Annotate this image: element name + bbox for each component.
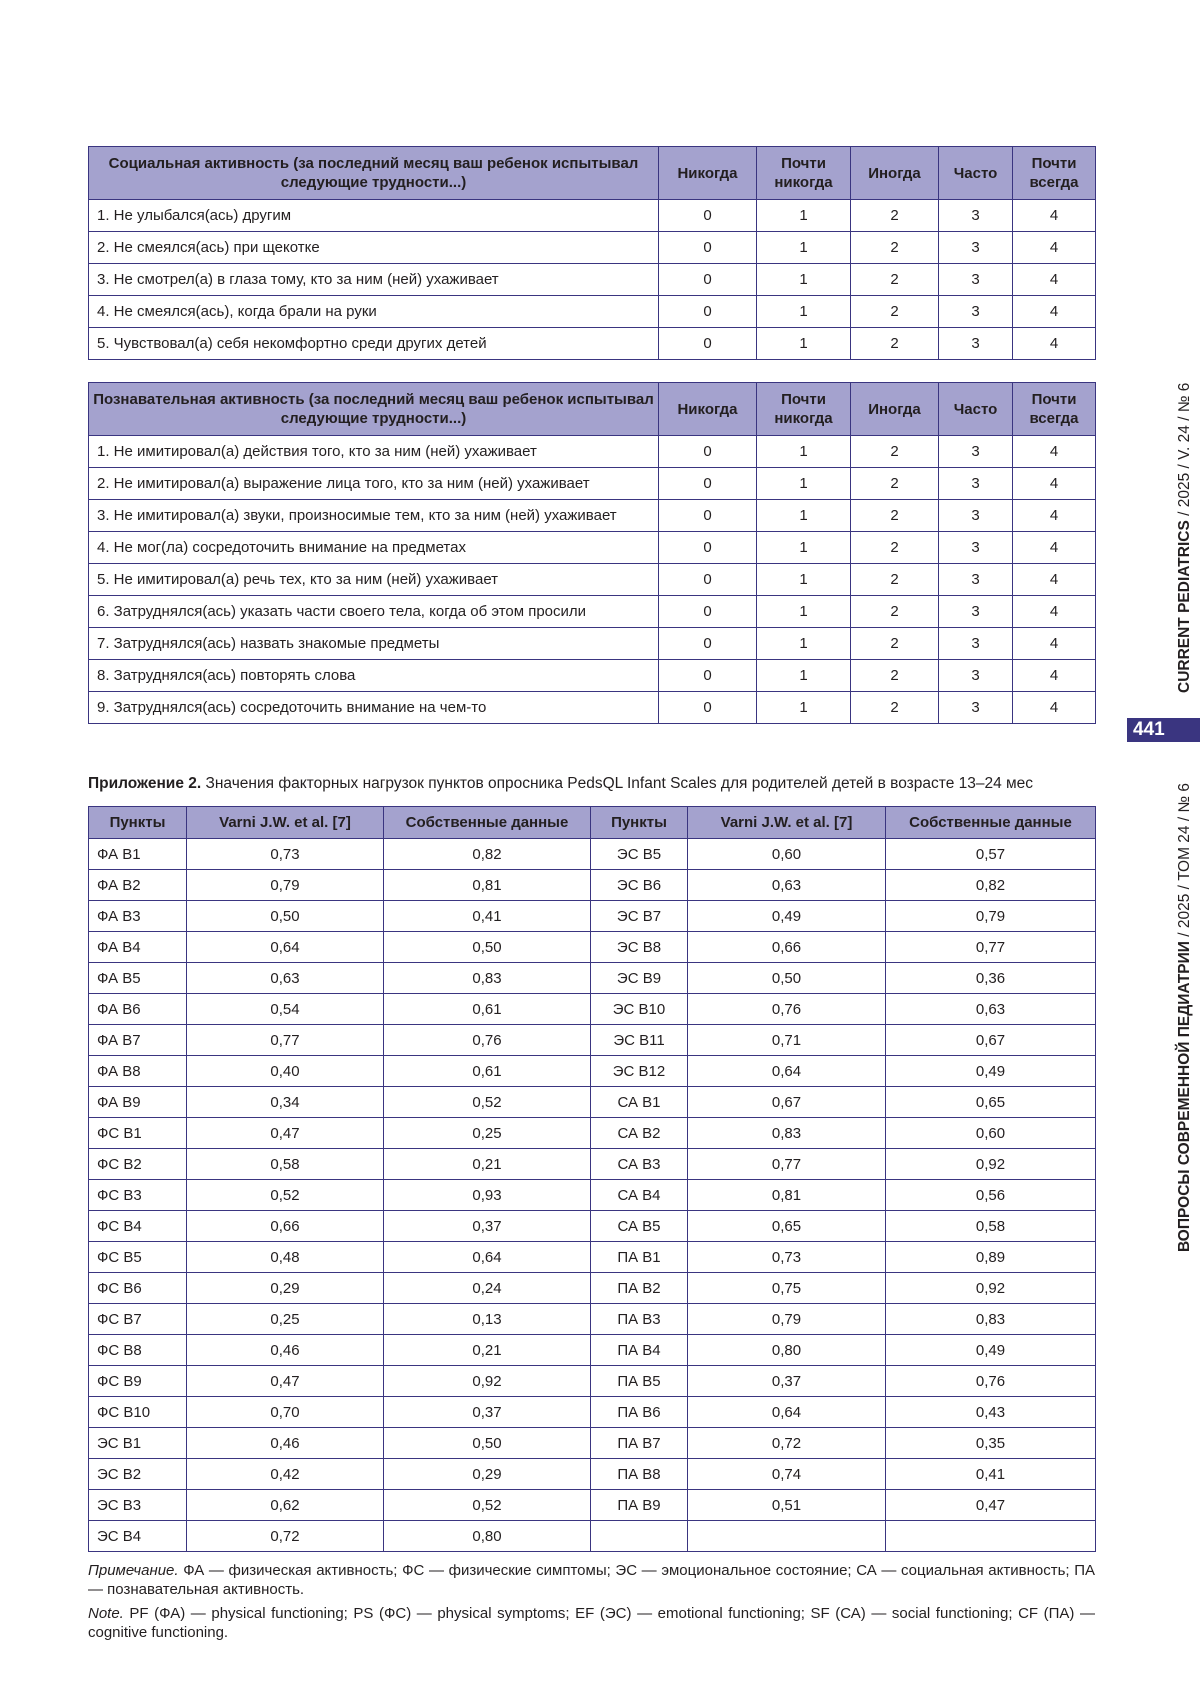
table-cell: 0,52 — [187, 1180, 384, 1211]
table-row — [89, 1242, 1096, 1273]
table-row — [89, 1428, 1096, 1459]
header-cell: Социальная активность (за последний месяц ваш ребенок испытывал следующие трудности...) — [89, 147, 659, 200]
table-cell: ПА В6 — [591, 1397, 688, 1428]
table-cell: 0,79 — [187, 870, 384, 901]
note-text: PF (ФА) — physical functioning; PS (ФС) — physical symptoms; EF (ЭС) — emotional functioning; SF (СА) — social functioning; CF (ПА) — cognitive functioning. — [88, 1605, 1095, 1641]
table-row — [89, 1118, 1096, 1149]
table-cell: ЭС В10 — [591, 994, 688, 1025]
table-row — [89, 1304, 1096, 1335]
table-row — [89, 500, 1096, 532]
table-cell: 0,60 — [886, 1118, 1096, 1149]
table-cell — [688, 1521, 886, 1552]
table-cell: 2 — [851, 232, 939, 264]
header-cell: Почти всегда — [1013, 383, 1096, 436]
table-cell: СА В2 — [591, 1118, 688, 1149]
table-cell: 0 — [659, 232, 757, 264]
table-cell: ФС В8 — [89, 1335, 187, 1366]
header-cell: Часто — [939, 147, 1013, 200]
table-cell: 3 — [939, 500, 1013, 532]
table-cell: 0,29 — [187, 1273, 384, 1304]
table-cell: 0,92 — [384, 1366, 591, 1397]
table-cell: 0,50 — [187, 901, 384, 932]
table-cell: 3 — [939, 532, 1013, 564]
table-cell: 4 — [1013, 200, 1096, 232]
table-cell: ПА В4 — [591, 1335, 688, 1366]
table-cell: 4 — [1013, 328, 1096, 360]
table-cell: 2 — [851, 436, 939, 468]
table-row — [89, 932, 1096, 963]
table-cell: 3 — [939, 232, 1013, 264]
table-cell: 4 — [1013, 692, 1096, 724]
table-cell: 0,64 — [384, 1242, 591, 1273]
table-row — [89, 468, 1096, 500]
table-cell: 4. Не мог(ла) сосредоточить внимание на предметах — [89, 532, 659, 564]
table-cell: 3 — [939, 468, 1013, 500]
table-cell: 0,77 — [886, 932, 1096, 963]
table-cell: ПА В2 — [591, 1273, 688, 1304]
table-cell: 0,62 — [187, 1490, 384, 1521]
table-cell: 4 — [1013, 628, 1096, 660]
table-cell: 0,49 — [886, 1056, 1096, 1087]
header-cell: Пункты — [591, 807, 688, 839]
table-cell: 0,73 — [688, 1242, 886, 1273]
note-russian — [88, 1561, 1095, 1599]
table-cell: 0,25 — [187, 1304, 384, 1335]
table-cell: 1 — [757, 232, 851, 264]
table-row — [89, 870, 1096, 901]
table-cell: ПА В5 — [591, 1366, 688, 1397]
table-cell: ФА В1 — [89, 839, 187, 870]
table-row — [89, 1366, 1096, 1397]
table-cell: 0,42 — [187, 1459, 384, 1490]
table-cell: ФА В5 — [89, 963, 187, 994]
table-cell: 0,63 — [187, 963, 384, 994]
table-cell: 1 — [757, 468, 851, 500]
table-cell: 0,66 — [187, 1211, 384, 1242]
table-cell: 4 — [1013, 500, 1096, 532]
table-cell: 0,89 — [886, 1242, 1096, 1273]
table-cell: 0 — [659, 468, 757, 500]
table-cell: ФС В2 — [89, 1149, 187, 1180]
table-cell: 0 — [659, 436, 757, 468]
table-cell: 0,24 — [384, 1273, 591, 1304]
table-cell: 2 — [851, 296, 939, 328]
note-english — [88, 1604, 1095, 1642]
table-row — [89, 200, 1096, 232]
table-header-row — [89, 383, 1096, 436]
table-row — [89, 296, 1096, 328]
table-cell — [591, 1521, 688, 1552]
table-cell: 3 — [939, 628, 1013, 660]
table-cell: 2. Не имитировал(а) выражение лица того, кто за ним (ней) ухаживает — [89, 468, 659, 500]
table-cell: 0,61 — [384, 1056, 591, 1087]
table-cell: 0 — [659, 532, 757, 564]
header-cell: Varni J.W. et al. [7] — [187, 807, 384, 839]
table-cell: 0,52 — [384, 1087, 591, 1118]
journal-title-russian — [1176, 783, 1194, 1252]
table-cell: ФА В2 — [89, 870, 187, 901]
table-cell: 0,76 — [886, 1366, 1096, 1397]
table-cell: ФС В9 — [89, 1366, 187, 1397]
table-cell: 0,50 — [384, 1428, 591, 1459]
table-cell: 0,47 — [187, 1366, 384, 1397]
journal-name: CURRENT PEDIATRICS — [1176, 520, 1193, 693]
table-cell: 5. Не имитировал(а) речь тех, кто за ним (ней) ухаживает — [89, 564, 659, 596]
table-cell: 0,34 — [187, 1087, 384, 1118]
table-cell: 0,47 — [187, 1118, 384, 1149]
table-cell: ЭС В5 — [591, 839, 688, 870]
table-row — [89, 1459, 1096, 1490]
header-cell: Никогда — [659, 383, 757, 436]
table-cell: 0,70 — [187, 1397, 384, 1428]
caption-label: Приложение 2. — [88, 775, 202, 792]
table-cell: ЭС В8 — [591, 932, 688, 963]
table-cell: 0,46 — [187, 1335, 384, 1366]
table-cell: ЭС В12 — [591, 1056, 688, 1087]
header-cell: Пункты — [89, 807, 187, 839]
table-row — [89, 994, 1096, 1025]
table-row — [89, 1397, 1096, 1428]
table-cell: 0,83 — [688, 1118, 886, 1149]
table-cell: ПА В8 — [591, 1459, 688, 1490]
table-row — [89, 628, 1096, 660]
table-cell: 0,65 — [688, 1211, 886, 1242]
table-cell: 0,54 — [187, 994, 384, 1025]
table-cell: 0,50 — [384, 932, 591, 963]
table-cell: ПА В1 — [591, 1242, 688, 1273]
table-cell: ФА В6 — [89, 994, 187, 1025]
table-cell: ЭС В3 — [89, 1490, 187, 1521]
table-cell: 0,63 — [886, 994, 1096, 1025]
table-cell: 0,67 — [688, 1087, 886, 1118]
table-cell: 4. Не смеялся(ась), когда брали на руки — [89, 296, 659, 328]
table-cell: 6. Затруднялся(ась) указать части своего тела, когда об этом просили — [89, 596, 659, 628]
table-cell: 2 — [851, 532, 939, 564]
table-row — [89, 1273, 1096, 1304]
table-cell: 0,37 — [384, 1211, 591, 1242]
table-cell — [886, 1521, 1096, 1552]
table-cell: 0,64 — [187, 932, 384, 963]
caption-text: Значения факторных нагрузок пунктов опросника PedsQL Infant Scales для родителей детей в возрасте 13–24 мес — [201, 775, 1034, 792]
table-cell: 0,63 — [688, 870, 886, 901]
table-cell: 0 — [659, 328, 757, 360]
table-cell: 2 — [851, 596, 939, 628]
table-cell: ФС В1 — [89, 1118, 187, 1149]
table-cell: 0,57 — [886, 839, 1096, 870]
table-cell: ФА В4 — [89, 932, 187, 963]
journal-issue: / 2025 / ТОМ 24 / № 6 — [1176, 782, 1193, 942]
table-cell: 0,61 — [384, 994, 591, 1025]
header-cell: Varni J.W. et al. [7] — [688, 807, 886, 839]
table-cell: ФА В8 — [89, 1056, 187, 1087]
table-row — [89, 1211, 1096, 1242]
table-cell: ЭС В11 — [591, 1025, 688, 1056]
table-cell: 1 — [757, 628, 851, 660]
table-cell: ФА В3 — [89, 901, 187, 932]
table-cell: 4 — [1013, 296, 1096, 328]
header-cell: Познавательная активность (за последний месяц ваш ребенок испытывал следующие трудности...) — [89, 383, 659, 436]
table-header-row — [89, 807, 1096, 839]
table-cell: 0,58 — [886, 1211, 1096, 1242]
table-cell: 0,52 — [384, 1490, 591, 1521]
table-cell: 3 — [939, 692, 1013, 724]
header-cell: Никогда — [659, 147, 757, 200]
table-cell: 3 — [939, 264, 1013, 296]
table-cell: ФА В9 — [89, 1087, 187, 1118]
table-cell: 0,37 — [688, 1366, 886, 1397]
note-label: Примечание. — [88, 1562, 179, 1579]
table-cell: 1 — [757, 436, 851, 468]
table-cell: 0,64 — [688, 1397, 886, 1428]
table-row — [89, 660, 1096, 692]
table-cell: 0,46 — [187, 1428, 384, 1459]
table-cell: 3. Не смотрел(а) в глаза тому, кто за ним (ней) ухаживает — [89, 264, 659, 296]
table-cell: 0 — [659, 264, 757, 296]
table-row — [89, 436, 1096, 468]
table-cell: 0,77 — [187, 1025, 384, 1056]
table-row — [89, 1335, 1096, 1366]
table-cell: 1 — [757, 200, 851, 232]
table-cell: 4 — [1013, 660, 1096, 692]
table-cell: ФА В7 — [89, 1025, 187, 1056]
table-cell: 0,47 — [886, 1490, 1096, 1521]
table-cell: 4 — [1013, 468, 1096, 500]
table-row — [89, 963, 1096, 994]
table-cell: 1. Не улыбался(ась) другим — [89, 200, 659, 232]
table-row — [89, 901, 1096, 932]
table-cell: 3 — [939, 564, 1013, 596]
table-cell: 2 — [851, 692, 939, 724]
table-cell: 0,77 — [688, 1149, 886, 1180]
cognitive-activity-table — [88, 382, 1096, 724]
table-cell: 4 — [1013, 564, 1096, 596]
table-cell: 0,21 — [384, 1149, 591, 1180]
table-cell: 0,74 — [688, 1459, 886, 1490]
table-cell: ФС В3 — [89, 1180, 187, 1211]
table-cell: 0,82 — [886, 870, 1096, 901]
table-cell: 1 — [757, 564, 851, 596]
table-cell: 2. Не смеялся(ась) при щекотке — [89, 232, 659, 264]
table-row — [89, 1180, 1096, 1211]
table-cell: 0,56 — [886, 1180, 1096, 1211]
table-cell: 0,76 — [384, 1025, 591, 1056]
table-cell: 0 — [659, 296, 757, 328]
header-cell: Почти никогда — [757, 147, 851, 200]
table-row — [89, 1025, 1096, 1056]
table-cell: 0,51 — [688, 1490, 886, 1521]
table-cell: 1 — [757, 296, 851, 328]
table-cell: 0,29 — [384, 1459, 591, 1490]
table-cell: СА В3 — [591, 1149, 688, 1180]
table-cell: ЭС В7 — [591, 901, 688, 932]
table-cell: 2 — [851, 328, 939, 360]
table-cell: 3 — [939, 296, 1013, 328]
table-cell: 2 — [851, 200, 939, 232]
table-cell: 1 — [757, 500, 851, 532]
table-cell: 4 — [1013, 436, 1096, 468]
table-row — [89, 564, 1096, 596]
table-cell: ПА В9 — [591, 1490, 688, 1521]
table-row — [89, 232, 1096, 264]
table-row — [89, 1490, 1096, 1521]
table-cell: 3 — [939, 660, 1013, 692]
table-cell: 0,93 — [384, 1180, 591, 1211]
table-cell: 0 — [659, 596, 757, 628]
table-cell: 0,83 — [384, 963, 591, 994]
table-cell: ЭС В2 — [89, 1459, 187, 1490]
table-cell: 0,92 — [886, 1273, 1096, 1304]
table-cell: 5. Чувствовал(а) себя некомфортно среди других детей — [89, 328, 659, 360]
table-cell: 1. Не имитировал(а) действия того, кто за ним (ней) ухаживает — [89, 436, 659, 468]
table-cell: 0,13 — [384, 1304, 591, 1335]
table-cell: 0,81 — [688, 1180, 886, 1211]
table-header-row — [89, 147, 1096, 200]
table-cell: 7. Затруднялся(ась) назвать знакомые предметы — [89, 628, 659, 660]
table-cell: 0 — [659, 692, 757, 724]
table-cell: 0,81 — [384, 870, 591, 901]
table-cell: ЭС В4 — [89, 1521, 187, 1552]
table-cell: 0,37 — [384, 1397, 591, 1428]
table-row — [89, 1056, 1096, 1087]
journal-name: ВОПРОСЫ СОВРЕМЕННОЙ ПЕДИАТРИИ — [1176, 941, 1193, 1252]
table-cell: 2 — [851, 660, 939, 692]
table-cell: 1 — [757, 264, 851, 296]
table-cell: 3 — [939, 596, 1013, 628]
table-cell: 0,73 — [187, 839, 384, 870]
table-cell: 4 — [1013, 532, 1096, 564]
table-cell: 0,80 — [688, 1335, 886, 1366]
table-cell: 0,43 — [886, 1397, 1096, 1428]
table-cell: 0,92 — [886, 1149, 1096, 1180]
table-cell: СА В5 — [591, 1211, 688, 1242]
table-row — [89, 1149, 1096, 1180]
factor-loadings-table — [88, 806, 1096, 1552]
table-cell: 0 — [659, 660, 757, 692]
table-cell: 0,82 — [384, 839, 591, 870]
table-cell: ФС В6 — [89, 1273, 187, 1304]
table-cell: 0,36 — [886, 963, 1096, 994]
table-cell: 0,72 — [187, 1521, 384, 1552]
table-cell: СА В4 — [591, 1180, 688, 1211]
table-row — [89, 328, 1096, 360]
table-cell: 0,79 — [688, 1304, 886, 1335]
table-row — [89, 596, 1096, 628]
header-cell: Иногда — [851, 147, 939, 200]
table-cell: 3 — [939, 436, 1013, 468]
table-cell: 0,64 — [688, 1056, 886, 1087]
table-cell: 1 — [757, 328, 851, 360]
table-cell: 9. Затруднялся(ась) сосредоточить внимание на чем-то — [89, 692, 659, 724]
table-cell: 0 — [659, 564, 757, 596]
table-row — [89, 1087, 1096, 1118]
table-cell: 0,48 — [187, 1242, 384, 1273]
table-cell: 4 — [1013, 596, 1096, 628]
table-cell: 0,80 — [384, 1521, 591, 1552]
table-cell: 0 — [659, 200, 757, 232]
table-cell: 0,76 — [688, 994, 886, 1025]
table-cell: 0,58 — [187, 1149, 384, 1180]
journal-issue: / 2025 / V. 24 / № 6 — [1176, 382, 1193, 521]
table-cell: 0,21 — [384, 1335, 591, 1366]
table-cell: 0,25 — [384, 1118, 591, 1149]
table-cell: 0,83 — [886, 1304, 1096, 1335]
table-cell: 4 — [1013, 232, 1096, 264]
table-cell: 3 — [939, 328, 1013, 360]
table-cell: ФС В5 — [89, 1242, 187, 1273]
table-cell: 1 — [757, 692, 851, 724]
header-cell: Собственные данные — [384, 807, 591, 839]
table-cell: 0,35 — [886, 1428, 1096, 1459]
header-cell: Часто — [939, 383, 1013, 436]
table-cell: 0,49 — [886, 1335, 1096, 1366]
header-cell: Почти всегда — [1013, 147, 1096, 200]
table-cell: 0,75 — [688, 1273, 886, 1304]
table-cell: 0,41 — [384, 901, 591, 932]
table-cell: 1 — [757, 532, 851, 564]
table-cell: 0,40 — [187, 1056, 384, 1087]
page-number: 441 — [1127, 718, 1200, 742]
table-cell: ПА В3 — [591, 1304, 688, 1335]
appendix-caption — [88, 775, 1098, 793]
table-cell: ЭС В1 — [89, 1428, 187, 1459]
header-cell: Почти никогда — [757, 383, 851, 436]
table-cell: 1 — [757, 596, 851, 628]
table-cell: 2 — [851, 468, 939, 500]
table-cell: ЭС В6 — [591, 870, 688, 901]
table-row — [89, 692, 1096, 724]
table-cell: 0 — [659, 628, 757, 660]
table-cell: 0,60 — [688, 839, 886, 870]
table-cell: 3 — [939, 200, 1013, 232]
table-row — [89, 1521, 1096, 1552]
header-cell: Собственные данные — [886, 807, 1096, 839]
note-text: ФА — физическая активность; ФС — физические симптомы; ЭС — эмоциональное состояние; СА — социальная активность; ПА — познавательная активность. — [88, 1562, 1095, 1598]
table-cell: 0,72 — [688, 1428, 886, 1459]
journal-title-english — [1176, 383, 1194, 693]
table-cell: ФС В10 — [89, 1397, 187, 1428]
table-cell: СА В1 — [591, 1087, 688, 1118]
table-cell: 0,65 — [886, 1087, 1096, 1118]
social-activity-table — [88, 146, 1096, 360]
table-cell: ЭС В9 — [591, 963, 688, 994]
table-cell: 0,71 — [688, 1025, 886, 1056]
table-cell: 1 — [757, 660, 851, 692]
table-cell: 0,41 — [886, 1459, 1096, 1490]
table-cell: 0,49 — [688, 901, 886, 932]
table-cell: 2 — [851, 564, 939, 596]
table-cell: 3. Не имитировал(а) звуки, произносимые тем, кто за ним (ней) ухаживает — [89, 500, 659, 532]
table-cell: ФС В7 — [89, 1304, 187, 1335]
table-row — [89, 264, 1096, 296]
table-cell: 2 — [851, 628, 939, 660]
table-cell: 2 — [851, 500, 939, 532]
table-cell: 0,67 — [886, 1025, 1096, 1056]
table-cell: 0,50 — [688, 963, 886, 994]
table-cell: 0 — [659, 500, 757, 532]
table-cell: ФС В4 — [89, 1211, 187, 1242]
table-cell: 0,66 — [688, 932, 886, 963]
table-row — [89, 532, 1096, 564]
header-cell: Иногда — [851, 383, 939, 436]
table-cell: 4 — [1013, 264, 1096, 296]
table-cell: 0,79 — [886, 901, 1096, 932]
table-cell: 8. Затруднялся(ась) повторять слова — [89, 660, 659, 692]
table-row — [89, 839, 1096, 870]
table-cell: 2 — [851, 264, 939, 296]
table-cell: ПА В7 — [591, 1428, 688, 1459]
note-label: Note. — [88, 1605, 124, 1622]
